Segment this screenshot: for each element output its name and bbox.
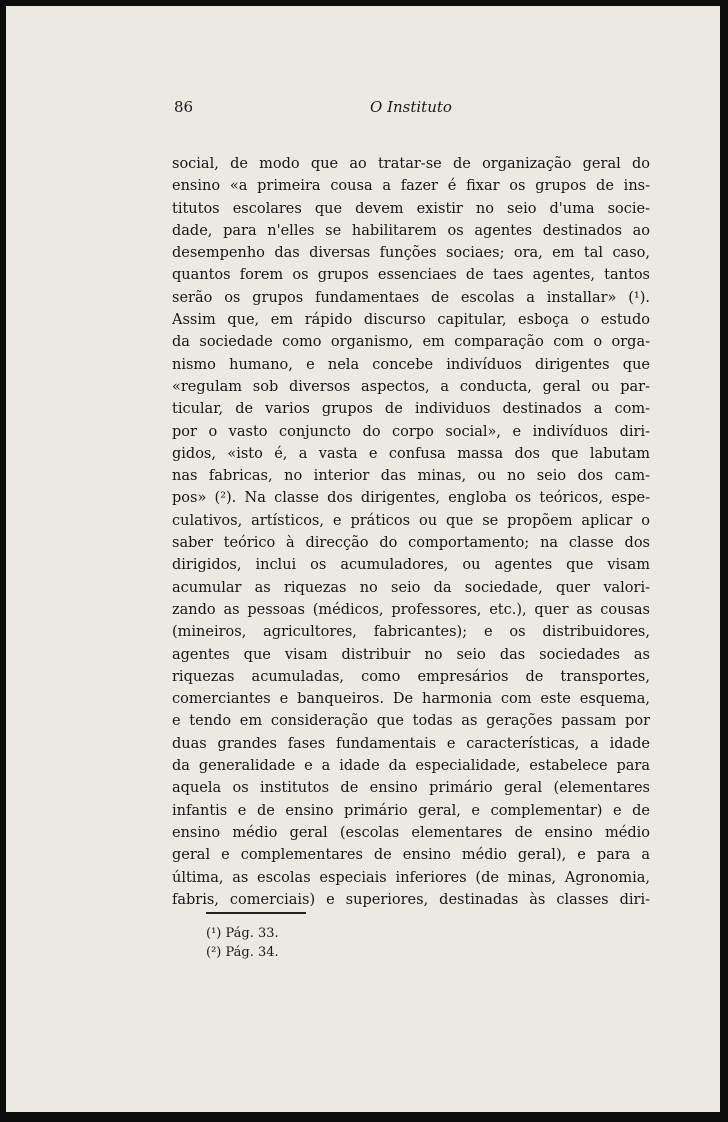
text-line: saber teórico à direcção do comportamento; na classe dos (172, 535, 650, 552)
text-line: nismo humano, e nela concebe indivíduos dirigentes que (172, 356, 650, 373)
text-line: pos» (²). Na classe dos dirigentes, engloba os teóricos, espe- (172, 490, 650, 507)
text-line: zando as pessoas (médicos, professores, etc.), quer as cousas (172, 601, 650, 618)
text-line: duas grandes fases fundamentais e características, a idade (172, 735, 650, 752)
footnote-divider (206, 912, 306, 914)
text-line: geral e complementares de ensino médio geral), e para a (172, 847, 650, 864)
text-line: riquezas acumuladas, como empresários de transportes, (172, 668, 650, 685)
text-line: nas fabricas, no interior das minas, ou no seio dos cam- (172, 468, 650, 485)
text-line: serão os grupos fundamentaes de escolas a installar» (¹). (172, 289, 650, 306)
text-line: da sociedade como organismo, em comparação com o orga- (172, 334, 650, 351)
page-header (174, 98, 648, 122)
text-line: agentes que visam distribuir no seio das sociedades as (172, 646, 650, 663)
text-line: social, de modo que ao tratar-se de organização geral do (172, 156, 650, 172)
text-line: desempenho das diversas funções sociaes; ora, em tal caso, (172, 245, 650, 262)
book-page (6, 6, 720, 1112)
text-line: (mineiros, agricultores, fabricantes); e os distribuidores, (172, 624, 650, 641)
text-line: por o vasto conjuncto do corpo social», e indivíduos diri- (172, 423, 650, 440)
text-line: Assim que, em rápido discurso capitular, esboça o estudo (172, 312, 650, 329)
text-line: gidos, «isto é, a vasta e confusa massa dos que labutam (172, 445, 650, 462)
text-line: quantos forem os grupos essenciaes de taes agentes, tantos (172, 267, 650, 284)
running-title: O Instituto (370, 98, 452, 116)
text-line: titutos escolares que devem existir no seio d'uma socie- (172, 200, 650, 217)
text-line: ticular, de varios grupos de individuos destinados a com- (172, 401, 650, 418)
footnotes (206, 924, 279, 962)
page-number: 86 (174, 98, 194, 116)
text-line: acumular as riquezas no seio da sociedade, quer valori- (172, 579, 650, 596)
text-line: ensino «a primeira cousa a fazer é fixar os grupos de ins- (172, 178, 650, 195)
text-line: comerciantes e banqueiros. De harmonia com este esquema, (172, 691, 650, 708)
text-line: fabris, comerciais) e superiores, destinadas às classes diri- (172, 891, 650, 908)
text-line: dirigidos, inclui os acumuladores, ou agentes que visam (172, 557, 650, 574)
text-line: aquela os institutos de ensino primário geral (elementares (172, 780, 650, 797)
footnote-2: (²) Pág. 34. (206, 945, 279, 960)
text-line: da generalidade e a idade da especialidade, estabelece para (172, 758, 650, 775)
text-line: dade, para n'elles se habilitarem os agentes destinados ao (172, 222, 650, 239)
text-line: última, as escolas especiais inferiores (de minas, Agronomia, (172, 869, 650, 886)
text-line: e tendo em consideração que todas as gerações passam por (172, 713, 650, 730)
text-line: ensino médio geral (escolas elementares de ensino médio (172, 824, 650, 841)
text-line: culativos, artísticos, e práticos ou que se propõem aplicar o (172, 512, 650, 529)
body-text (172, 153, 650, 911)
footnote-1: (¹) Pág. 33. (206, 926, 279, 941)
text-line: infantis e de ensino primário geral, e complementar) e de (172, 802, 650, 819)
text-line: «regulam sob diversos aspectos, a conducta, geral ou par- (172, 378, 650, 395)
